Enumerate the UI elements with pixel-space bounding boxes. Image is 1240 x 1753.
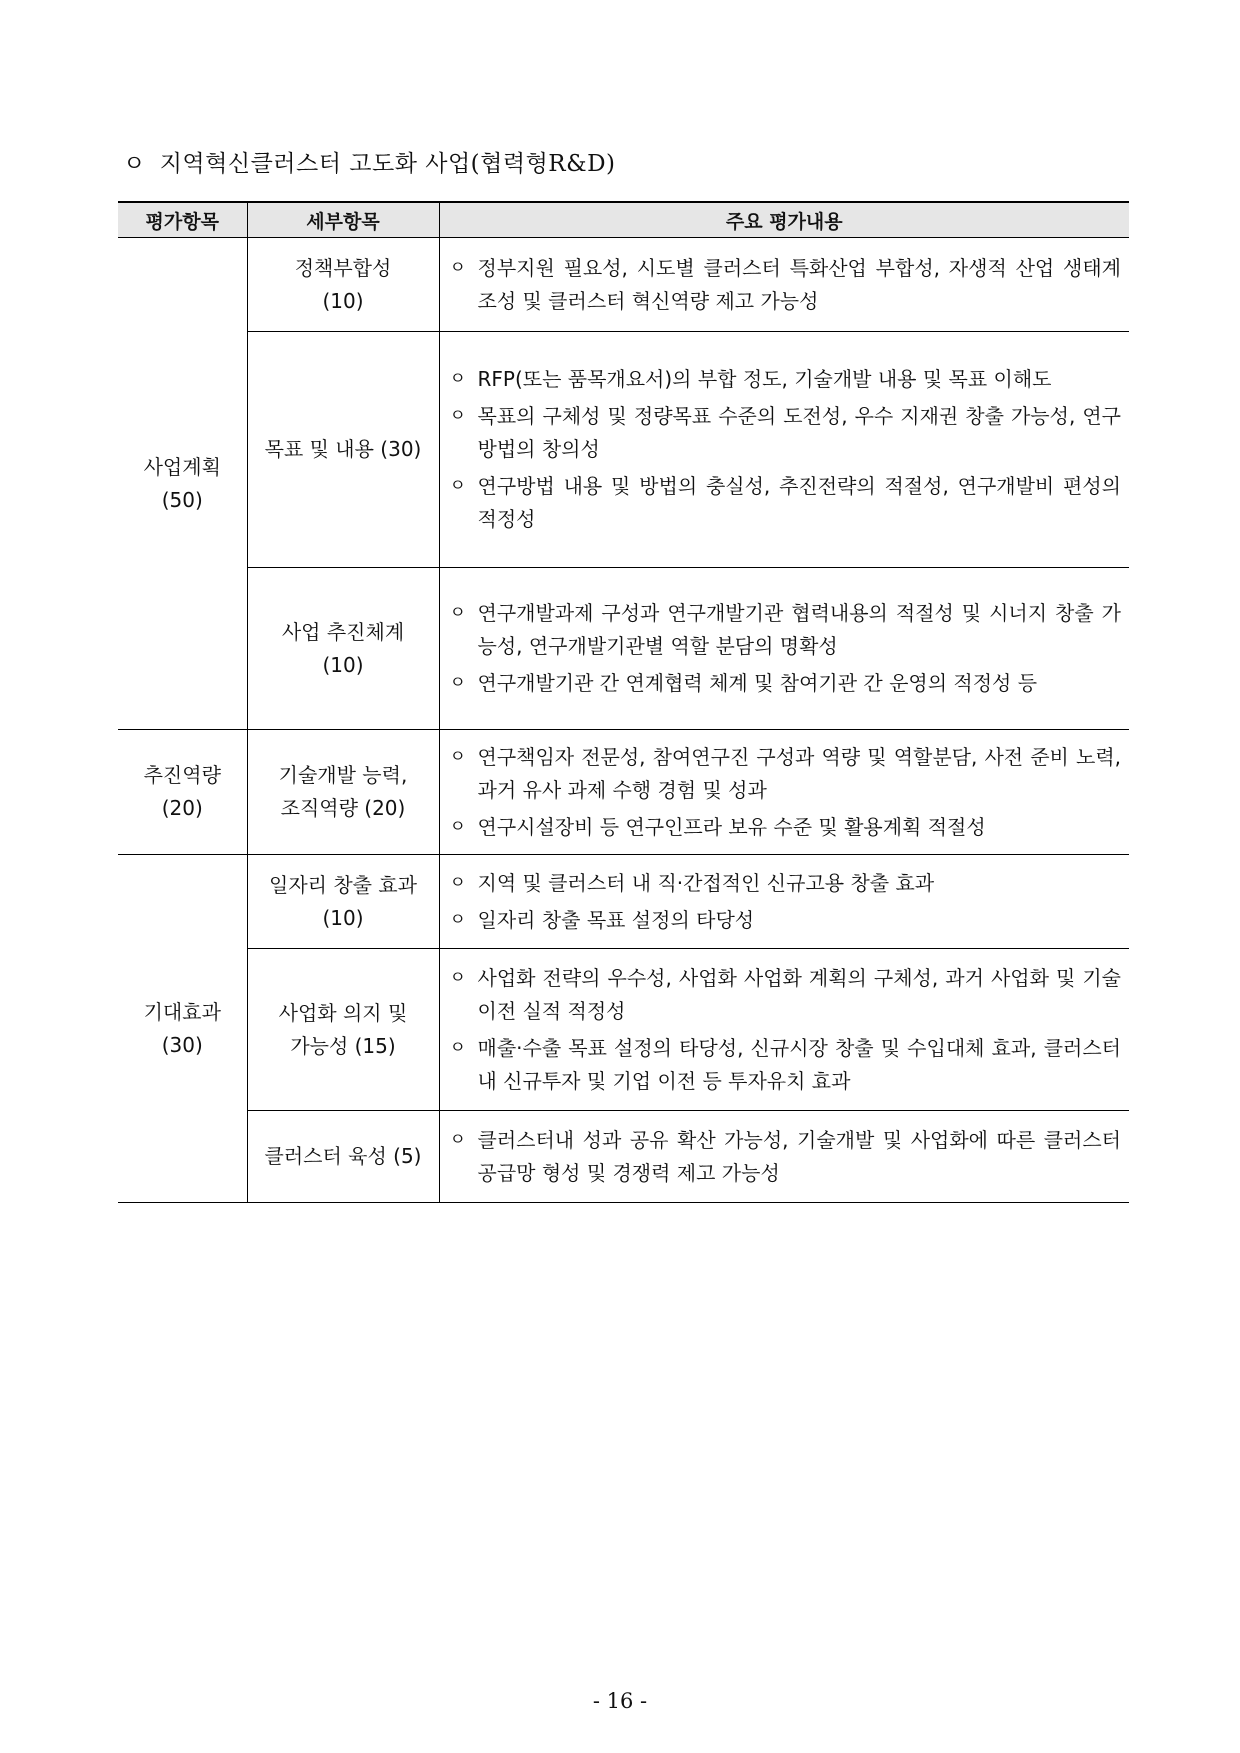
sub-item-name: 사업 추진체계 xyxy=(281,619,405,644)
item-bullet: ㅇ xyxy=(449,406,466,426)
item-text: 지역 및 클러스터 내 직·간접적인 신규고용 창출 효과 xyxy=(477,870,935,895)
item-bullet: ㅇ xyxy=(449,1129,466,1150)
sub-item-score: (10) xyxy=(322,652,364,677)
sub-item-cell xyxy=(247,332,439,568)
item-text: 연구방법 내용 및 방법의 충실성, 추진전략의 적절성, 연구개발비 편성의 적정성 xyxy=(477,474,1121,531)
list-item xyxy=(450,1032,1122,1098)
list-item xyxy=(450,363,1122,396)
item-bullet: ㅇ xyxy=(449,673,466,693)
item-text: 연구개발과제 구성과 연구개발기관 협력내용의 적절성 및 시너지 창출 가능성, 연구개발기관별 역할 분담의 명확성 xyxy=(477,601,1121,658)
list-item xyxy=(450,904,1122,937)
category-score: (30) xyxy=(161,1032,203,1057)
list-item xyxy=(450,470,1122,536)
sub-item-name: 클러스터 육성 (5) xyxy=(264,1144,422,1168)
item-bullet: ㅇ xyxy=(449,909,466,930)
list-item xyxy=(450,741,1122,807)
item-text: 정부지원 필요성, 시도별 클러스터 특화산업 부합성, 자생적 산업 생태계 조성 및 클러스터 혁신역량 제고 가능성 xyxy=(477,255,1121,313)
list-item xyxy=(450,867,1122,900)
item-text: 사업화 전략의 우수성, 사업화 사업화 계획의 구체성, 과거 사업화 및 기술이전 실적 적정성 xyxy=(477,965,1121,1023)
item-text: 연구책임자 전문성, 참여연구진 구성과 역량 및 역할분담, 사전 준비 노력, 과거 유사 과제 수행 경험 및 성과 xyxy=(477,744,1121,802)
category-cell xyxy=(118,855,247,1203)
sub-item-cell xyxy=(247,1111,439,1203)
list-item xyxy=(450,962,1122,1028)
sub-item-score: (10) xyxy=(322,905,364,930)
header-category: 평가항목 xyxy=(118,202,247,238)
item-text: 클러스터내 성과 공유 확산 가능성, 기술개발 및 사업화에 따른 클러스터 공급망 형성 및 경쟁력 제고 가능성 xyxy=(477,1127,1121,1185)
sub-item-name: 기술개발 능력, xyxy=(278,763,408,787)
item-bullet: ㅇ xyxy=(449,967,466,988)
category-score: (20) xyxy=(161,796,203,820)
item-text: RFP(또는 품목개요서)의 부합 정도, 기술개발 내용 및 목표 이해도 xyxy=(477,367,1052,391)
table-row xyxy=(118,332,1129,568)
item-text: 매출·수출 목표 설정의 타당성, 신규시장 창출 및 수입대체 효과, 클러스터 내 신규투자 및 기업 이전 등 투자유치 효과 xyxy=(477,1035,1121,1093)
table-row xyxy=(118,238,1129,332)
category-cell xyxy=(118,730,247,855)
sub-item-score: 가능성 (15) xyxy=(290,1033,396,1058)
item-bullet: ㅇ xyxy=(449,816,466,837)
item-bullet: ㅇ xyxy=(449,603,466,623)
list-item xyxy=(450,597,1122,663)
sub-item-cell xyxy=(247,568,439,730)
content-cell xyxy=(439,332,1129,568)
sub-item-name: 일자리 창출 효과 xyxy=(269,872,417,897)
category-name: 추진역량 xyxy=(143,763,221,787)
item-bullet: ㅇ xyxy=(449,476,466,496)
sub-item-name: 정책부합성 xyxy=(294,255,392,280)
list-item xyxy=(450,400,1122,466)
item-bullet: ㅇ xyxy=(449,257,466,278)
item-text: 연구시설장비 등 연구인프라 보유 수준 및 활용계획 적절성 xyxy=(477,814,986,839)
header-sub-item: 세부항목 xyxy=(247,202,439,238)
content-cell xyxy=(439,949,1129,1111)
table-row xyxy=(118,730,1129,855)
content-cell xyxy=(439,238,1129,332)
item-text: 일자리 창출 목표 설정의 타당성 xyxy=(477,907,755,932)
table-row xyxy=(118,949,1129,1111)
sub-item-score: 조직역량 (20) xyxy=(280,796,406,820)
sub-item-name: 목표 및 내용 (30) xyxy=(264,437,422,461)
evaluation-table xyxy=(118,201,1129,1203)
content-cell xyxy=(439,1111,1129,1203)
item-text: 연구개발기관 간 연계협력 체계 및 참여기관 간 운영의 적정성 등 xyxy=(477,671,1038,695)
sub-item-name: 사업화 의지 및 xyxy=(278,1000,408,1025)
table-row xyxy=(118,568,1129,730)
item-bullet: ㅇ xyxy=(449,369,466,389)
page-number: - 16 - xyxy=(592,1689,648,1713)
sub-item-cell xyxy=(247,855,439,949)
content-cell xyxy=(439,568,1129,730)
sub-item-cell xyxy=(247,730,439,855)
table-row xyxy=(118,1111,1129,1203)
heading-bullet: ㅇ xyxy=(123,151,146,177)
sub-item-cell xyxy=(247,238,439,332)
category-name: 기대효과 xyxy=(143,999,221,1024)
table-row xyxy=(118,855,1129,949)
section-heading xyxy=(123,145,616,178)
content-cell xyxy=(439,730,1129,855)
item-bullet: ㅇ xyxy=(449,1037,466,1058)
sub-item-cell xyxy=(247,949,439,1111)
list-item xyxy=(450,1124,1122,1190)
sub-item-score: (10) xyxy=(322,288,364,313)
list-item xyxy=(450,252,1122,318)
category-name: 사업계획 xyxy=(143,454,221,479)
header-content: 주요 평가내용 xyxy=(439,202,1129,238)
heading-text: 지역혁신클러스터 고도화 사업(협력형R&D) xyxy=(159,151,616,177)
list-item xyxy=(450,811,1122,844)
list-item xyxy=(450,667,1122,700)
table-header-row xyxy=(118,202,1129,238)
category-cell xyxy=(118,238,247,730)
content-cell xyxy=(439,855,1129,949)
item-bullet: ㅇ xyxy=(449,872,466,893)
item-bullet: ㅇ xyxy=(449,746,466,767)
category-score: (50) xyxy=(161,487,203,512)
item-text: 목표의 구체성 및 정량목표 수준의 도전성, 우수 지재권 창출 가능성, 연구방법의 창의성 xyxy=(477,404,1121,461)
